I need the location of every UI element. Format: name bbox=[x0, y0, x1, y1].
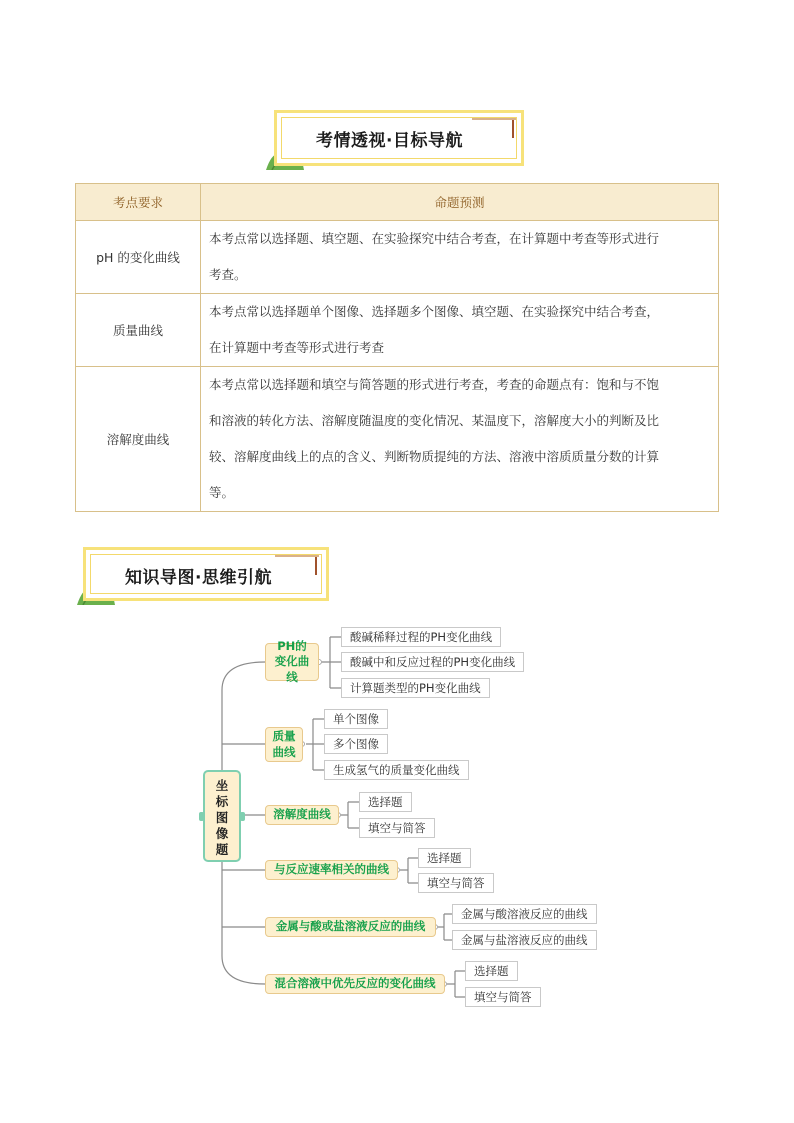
forecast-cell: 本考点常以选择题和填空与简答题的形式进行考查，考查的命题点有：饱和与不饱 和溶液的转化方法、溶解度随温度的变化情况、某温度下，溶解度大小的判断及比 较、溶解度曲线上的点的含义、判断物质提纯的方法、溶液中溶质质量分数的计算 等。 bbox=[201, 367, 719, 512]
branch-priority-reaction-curve: 混合溶液中优先反应的变化曲线 bbox=[265, 974, 445, 994]
leaf-node: 填空与简答 bbox=[465, 987, 541, 1007]
branch-metal-acid-salt-curve: 金属与酸或盐溶液反应的曲线 bbox=[265, 917, 436, 937]
mindmap-root: 坐 标 图 像 题 bbox=[203, 770, 241, 862]
branch-solubility-curve: 溶解度曲线 bbox=[265, 805, 339, 825]
leaf-node: 单个图像 bbox=[324, 709, 388, 729]
leaf-node: 金属与盐溶液反应的曲线 bbox=[452, 930, 597, 950]
table-header-forecast: 命题预测 bbox=[201, 184, 719, 221]
leaf-node: 计算题类型的PH变化曲线 bbox=[341, 678, 490, 698]
leaf-node: 选择题 bbox=[359, 792, 412, 812]
branch-reaction-rate-curve: 与反应速率相关的曲线 bbox=[265, 860, 398, 880]
leaf-node: 酸碱中和反应过程的PH变化曲线 bbox=[341, 652, 524, 672]
table-header-topic: 考点要求 bbox=[76, 184, 201, 221]
banner-title: 知识导图·思维引航 bbox=[125, 568, 272, 588]
leaf-node: 填空与简答 bbox=[359, 818, 435, 838]
topic-cell: 质量曲线 bbox=[76, 294, 201, 367]
leaf-node: 金属与酸溶液反应的曲线 bbox=[452, 904, 597, 924]
banner-title: 考情透视·目标导航 bbox=[316, 131, 463, 151]
forecast-cell: 本考点常以选择题单个图像、选择题多个图像、填空题、在实验探究中结合考查， 在计算题中考查等形式进行考查 bbox=[201, 294, 719, 367]
leaf-node: 选择题 bbox=[465, 961, 518, 981]
leaf-node: 选择题 bbox=[418, 848, 471, 868]
topic-cell: pH 的变化曲线 bbox=[76, 221, 201, 294]
branch-mass-curve: 质量曲线 bbox=[265, 727, 303, 762]
leaf-node: 生成氢气的质量变化曲线 bbox=[324, 760, 469, 780]
leaf-node: 填空与简答 bbox=[418, 873, 494, 893]
branch-ph-curve: PH的变化曲线 bbox=[265, 643, 319, 681]
leaf-node: 多个图像 bbox=[324, 734, 388, 754]
forecast-cell: 本考点常以选择题、填空题、在实验探究中结合考查，在计算题中考查等形式进行 考查。 bbox=[201, 221, 719, 294]
leaf-node: 酸碱稀释过程的PH变化曲线 bbox=[341, 627, 501, 647]
topic-cell: 溶解度曲线 bbox=[76, 367, 201, 512]
